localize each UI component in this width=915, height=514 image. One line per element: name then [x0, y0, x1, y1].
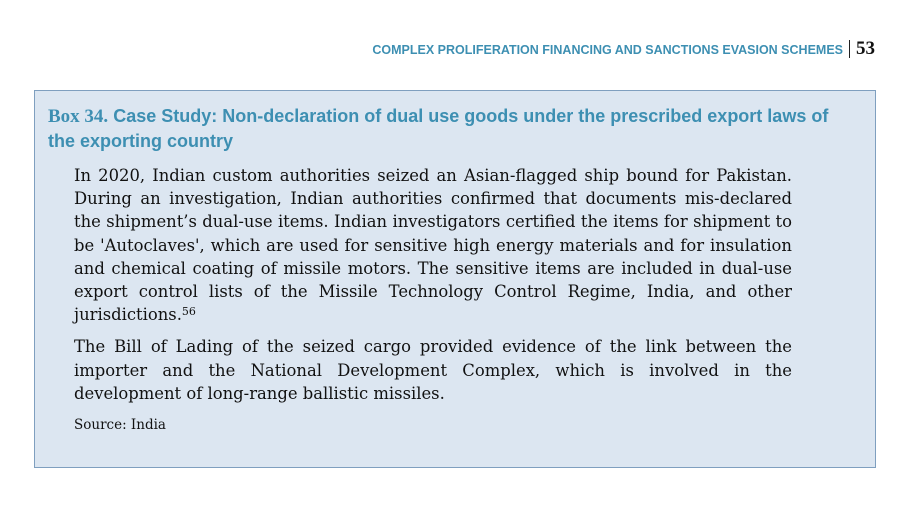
case-study-box [34, 90, 876, 468]
box-label: Box 34. [48, 106, 109, 127]
box-title-text: Case Study: Non-declaration of dual use goods under the prescribed export laws of the exporting country [48, 106, 829, 151]
box-paragraph-2-text: The Bill of Lading of the seized cargo provided evidence of the link between the importer and the National Development Complex, which is involved in the development of long-range ballistic missiles. [74, 337, 792, 403]
source-note: Source: India [74, 417, 166, 434]
footnote-reference[interactable]: 56 [181, 305, 196, 319]
box-body [74, 164, 792, 434]
running-header [372, 38, 875, 60]
box-paragraph-2 [74, 335, 792, 405]
page-number: 53 [856, 38, 875, 59]
running-title: COMPLEX PROLIFERATION FINANCING AND SANCTIONS EVASION SCHEMES [372, 43, 843, 57]
box-paragraph-1-text: In 2020, Indian custom authorities seized an Asian-flagged ship bound for Pakistan. During an investigation, Indian authorities confirmed that documents mis-declared the shipment’s dual-use items. Indian investigators certified the items for shipment to be 'Autoclaves', which are used for sensitive high energy materials and for insulation and chemical coating of missile motors. The sensitive items are included in dual-use export control lists of the Missile Technology Control Regime, India, and other jurisdictions. [74, 166, 792, 325]
box-paragraph-1 [74, 164, 792, 326]
header-separator [849, 40, 850, 58]
box-title [48, 104, 838, 153]
